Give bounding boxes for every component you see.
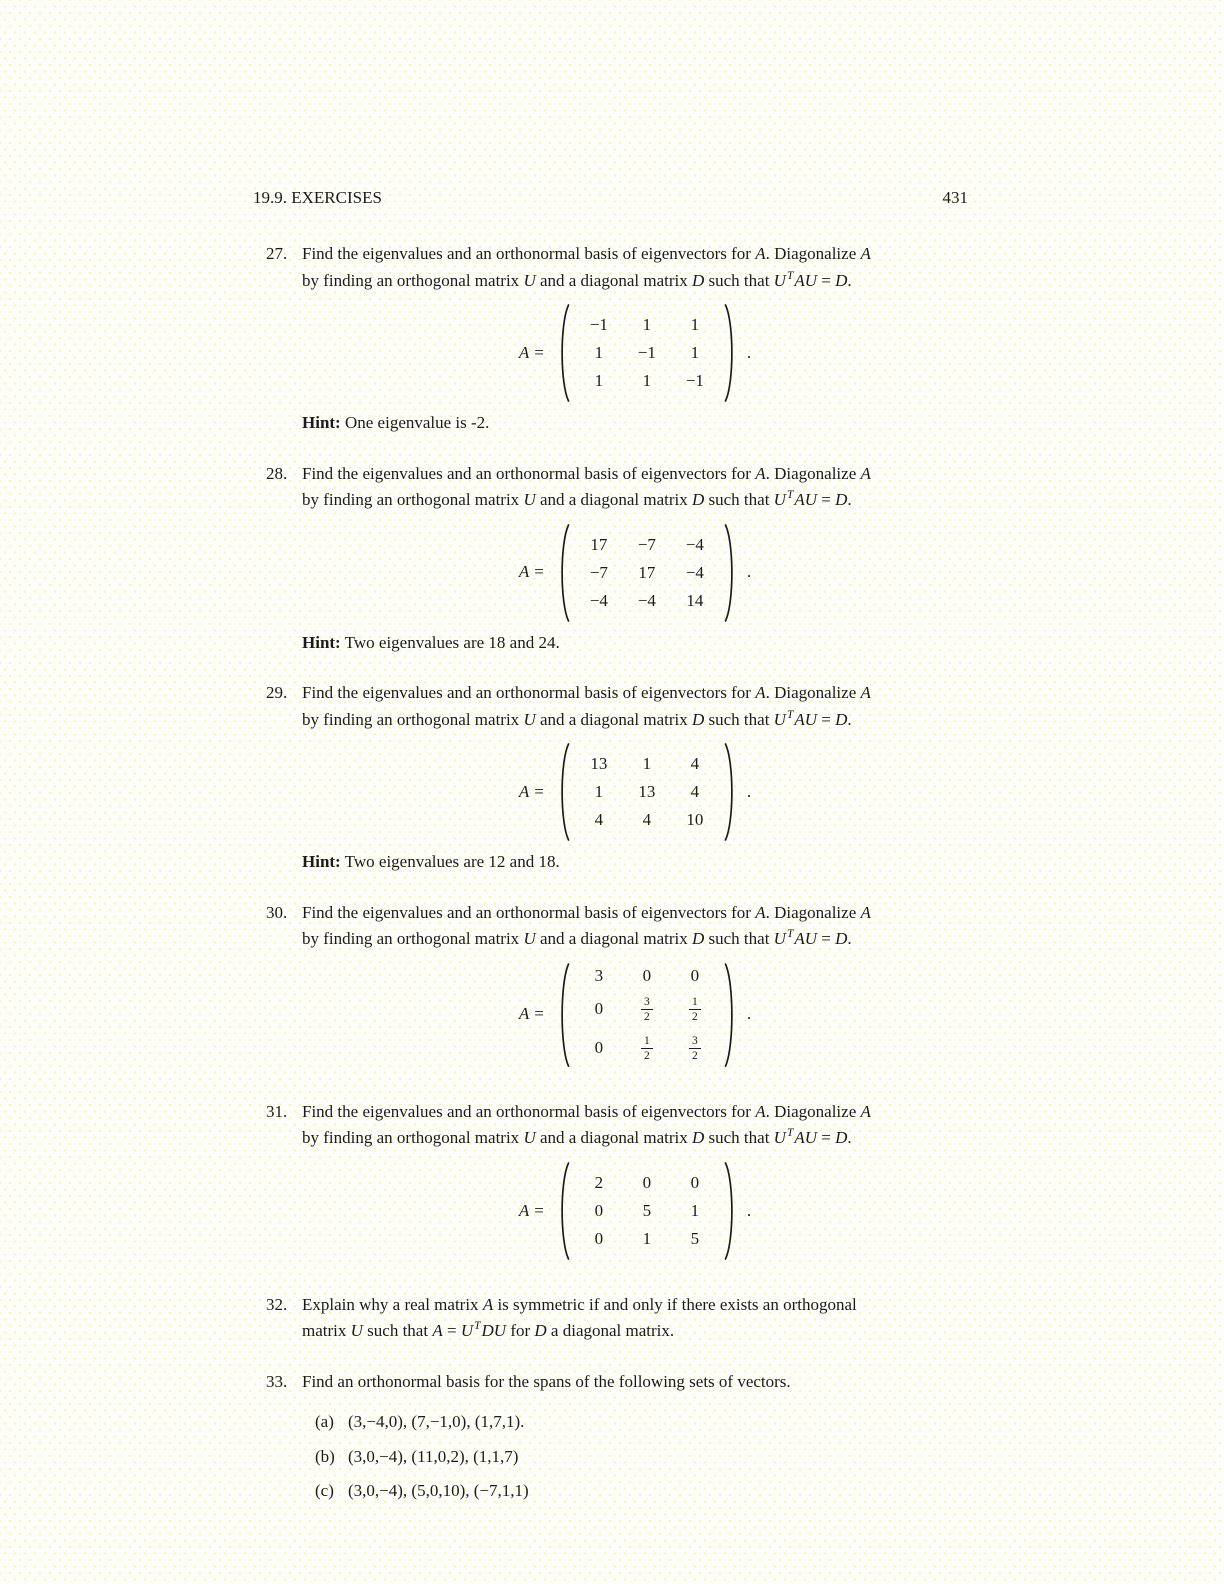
matrix-cell: −7 [637, 534, 656, 554]
prompt-line-2 [302, 926, 968, 953]
math-var-AU: AU [794, 929, 818, 948]
matrix-cell: 4 [690, 754, 700, 773]
text-run: and a diagonal matrix [535, 270, 692, 290]
text-run: . [847, 929, 852, 948]
hint [302, 849, 968, 876]
right-paren [723, 742, 738, 842]
math-var-D: D [835, 929, 848, 948]
right-paren [723, 1161, 738, 1261]
matrix-cell: 10 [686, 810, 704, 829]
math-var-U: U [523, 709, 536, 729]
text-run: . Diagonalize [765, 463, 861, 483]
page-header [253, 185, 968, 211]
subitem-label: (b) [315, 1446, 335, 1466]
exercise-27 [253, 241, 968, 437]
matrix-30 [302, 962, 968, 1068]
math-sup-T: T [474, 1320, 481, 1333]
text-run: Find the eigenvalues and an orthonormal basis of eigenvectors for [302, 683, 756, 702]
matrix-cell: −7 [589, 562, 608, 582]
text-run: such that [704, 929, 774, 948]
subitem-text: (3,−4,0), (7,−1,0), (1,7,1). [348, 1412, 525, 1432]
matrix-cell: 1 [690, 1200, 700, 1220]
math-var-D: D [691, 270, 705, 290]
math-var-A: A [755, 1101, 766, 1121]
math-var-A: A [518, 781, 530, 801]
exercise-30 [253, 900, 968, 1075]
math-var-U: U [773, 270, 786, 290]
exercise-33 [253, 1369, 968, 1505]
text-run: . Diagonalize [765, 902, 861, 922]
period: . [746, 562, 752, 582]
matrix-cell: −4 [637, 590, 656, 610]
text-run: Find an orthonormal basis for the spans of the following sets of vectors. [302, 1371, 791, 1391]
matrix-grid [575, 1169, 719, 1253]
matrix-grid [575, 311, 719, 395]
matrix-cell: 1 [642, 1228, 652, 1248]
math-var-A: A [518, 1200, 530, 1220]
equals-sign: = [534, 1200, 544, 1220]
matrix-cell: −4 [685, 562, 704, 582]
matrix-cell: 0 [642, 1172, 652, 1192]
text-run: = [817, 1128, 836, 1148]
subitem-text: (3,0,−4), (5,0,10), (−7,1,1) [348, 1481, 529, 1501]
hint-text: Two eigenvalues are 12 and 18. [340, 852, 560, 871]
fraction-numerator: 3 [689, 1035, 701, 1049]
exercise-29 [253, 680, 968, 876]
matrix-cell: −4 [685, 534, 704, 554]
text-run: such that [362, 1321, 433, 1341]
fraction [689, 996, 701, 1023]
text-run: . Diagonalize [765, 683, 861, 702]
exercise-body [302, 900, 968, 1075]
math-var-U: U [773, 1128, 786, 1148]
subitem-b [302, 1444, 968, 1471]
exercise-body [302, 1369, 968, 1505]
text-run: by finding an orthogonal matrix [302, 490, 524, 509]
matrix-cell: 5 [690, 1228, 700, 1248]
left-paren [556, 1161, 571, 1261]
hint-label: Hint: [302, 852, 341, 871]
math-var-A: A [432, 1321, 443, 1341]
text-run: Find the eigenvalues and an orthonormal basis of eigenvectors for [302, 244, 756, 263]
exercise-body [302, 1292, 968, 1345]
math-sup-T: T [786, 928, 794, 940]
exercise-body [302, 461, 968, 657]
left-paren [556, 523, 571, 623]
math-var-A: A [860, 1101, 871, 1121]
math-var-A: A [860, 902, 871, 922]
matrix-cell: 1 [594, 371, 604, 390]
equals-sign: = [534, 342, 544, 362]
math-var-A: A [518, 562, 530, 582]
math-var-A: A [755, 463, 766, 483]
left-paren [556, 962, 571, 1068]
matrix-cell: 0 [642, 965, 652, 985]
right-paren [723, 962, 738, 1068]
matrix-cell [671, 990, 719, 1029]
math-var-A: A [518, 1004, 530, 1024]
math-var-D: D [691, 929, 705, 948]
prompt-line-1 [302, 1369, 968, 1396]
math-sup-T: T [786, 489, 794, 501]
matrix-cell: 17 [638, 562, 656, 582]
exercise-number: 31. [266, 1101, 288, 1121]
text-run: by finding an orthogonal matrix [302, 270, 524, 290]
fraction-numerator: 1 [689, 996, 701, 1010]
matrix-cell: 1 [642, 315, 652, 334]
math-var-D: D [835, 490, 848, 509]
prompt-line-1 [302, 1292, 968, 1319]
text-run: and a diagonal matrix [535, 709, 692, 729]
text-run: is symmetric if and only if there exists an orthogonal [493, 1294, 857, 1314]
math-var-A: A [860, 244, 871, 263]
matrix-cell: 5 [642, 1200, 652, 1220]
period: . [746, 1200, 752, 1220]
math-var-A: A [482, 1294, 494, 1314]
subitem-c [302, 1478, 968, 1505]
math-sup-T: T [786, 1127, 794, 1140]
text-run: such that [704, 270, 774, 290]
matrix-cell: 1 [690, 315, 700, 334]
text-run: Find the eigenvalues and an orthonormal basis of eigenvectors for [302, 463, 756, 483]
matrix-cell: 1 [642, 754, 652, 773]
period: . [746, 1004, 752, 1024]
matrix-29 [302, 742, 968, 842]
period: . [746, 781, 752, 801]
math-var-A: A [860, 463, 871, 483]
matrix-cell: 13 [638, 782, 656, 801]
matrix-grid [575, 962, 719, 1068]
exercise-number: 29. [266, 683, 288, 702]
math-var-A: A [755, 244, 766, 263]
matrix-grid [575, 750, 719, 834]
exercise-number: 27. [266, 244, 288, 263]
exercise-number: 28. [266, 463, 288, 483]
fraction-denominator: 2 [643, 1010, 650, 1023]
matrix-cell: 1 [642, 371, 652, 390]
text-run: = [817, 490, 836, 509]
matrix-cell: 17 [590, 534, 608, 554]
text-run: for [506, 1321, 535, 1341]
exercise-body [302, 680, 968, 876]
text-run: such that [704, 490, 774, 509]
matrix-27 [302, 303, 968, 403]
matrix-cell: 4 [594, 810, 604, 829]
prompt-line-2 [302, 1125, 968, 1152]
math-var-U: U [773, 709, 786, 729]
exercise-body [302, 241, 968, 437]
math-var-A: A [755, 683, 766, 702]
subitem-a [302, 1409, 968, 1436]
hint-text: Two eigenvalues are 18 and 24. [340, 632, 560, 652]
subitem-list [302, 1409, 968, 1505]
text-run: = [817, 270, 836, 290]
text-run: . [847, 1128, 852, 1148]
math-var-U: U [350, 1321, 363, 1341]
matrix-label [519, 779, 544, 806]
subitem-label: (a) [315, 1412, 334, 1432]
exercise-body [302, 1099, 968, 1268]
math-var-U: U [460, 1321, 474, 1341]
math-var-A: A [860, 683, 871, 702]
matrix-grid [575, 531, 719, 615]
hint [302, 410, 968, 437]
exercise-28 [253, 461, 968, 657]
matrix-cell [671, 1029, 719, 1068]
matrix-cell: 0 [594, 1038, 604, 1058]
prompt-line-2 [302, 707, 968, 734]
exercise-31 [253, 1099, 968, 1268]
matrix-cell: 0 [690, 1172, 700, 1192]
text-run: such that [704, 709, 774, 729]
math-var-U: U [523, 270, 536, 290]
hint-label: Hint: [302, 413, 341, 432]
matrix-cell: −4 [589, 590, 608, 610]
math-var-D: D [691, 490, 705, 509]
prompt-line-1 [302, 1099, 968, 1126]
math-var-AU: AU [794, 709, 818, 729]
fraction [641, 1035, 653, 1062]
prompt-line-1 [302, 461, 968, 488]
text-run: . Diagonalize [765, 1101, 861, 1121]
equals-sign: = [534, 781, 544, 801]
period: . [746, 342, 752, 362]
text-run: a diagonal matrix. [546, 1321, 675, 1341]
matrix-cell: 14 [686, 590, 704, 610]
text-run: such that [704, 1128, 774, 1148]
fraction-denominator: 2 [691, 1010, 698, 1023]
matrix-cell: 0 [594, 999, 604, 1019]
text-run: by finding an orthogonal matrix [302, 1128, 524, 1148]
matrix-cell [623, 990, 671, 1029]
fraction [689, 1035, 701, 1062]
text-run: by finding an orthogonal matrix [302, 709, 524, 729]
math-var-AU: AU [794, 490, 818, 509]
text-run: . [847, 270, 852, 290]
subitem-label: (c) [315, 1481, 334, 1501]
equals-sign: = [534, 1004, 544, 1024]
matrix-cell: 4 [690, 782, 700, 801]
text-run: = [817, 709, 836, 729]
matrix-cell: −1 [589, 315, 608, 334]
matrix-cell [623, 1029, 671, 1068]
prompt-line-1 [302, 241, 968, 268]
left-paren [556, 742, 571, 842]
matrix-cell: −1 [685, 371, 704, 390]
text-run: . Diagonalize [765, 244, 861, 263]
prompt-line-2 [302, 268, 968, 295]
text-run: = [817, 929, 836, 948]
fraction-numerator: 1 [641, 1035, 653, 1049]
matrix-cell: 1 [594, 782, 604, 801]
page-number: 431 [942, 188, 968, 207]
matrix-cell: 4 [642, 810, 652, 829]
matrix-cell: −1 [637, 343, 656, 362]
matrix-label [519, 1198, 544, 1225]
math-var-D: D [835, 270, 848, 290]
text-run: Explain why a real matrix [302, 1294, 483, 1314]
matrix-31 [302, 1161, 968, 1261]
math-var-D: D [835, 709, 848, 729]
fraction-denominator: 2 [643, 1049, 650, 1062]
matrix-label [519, 1001, 544, 1028]
math-sup-T: T [786, 269, 794, 282]
math-var-U: U [773, 929, 786, 948]
math-var-DU: DU [481, 1321, 507, 1341]
left-paren [556, 303, 571, 403]
matrix-cell: 0 [594, 1200, 604, 1220]
text-run: and a diagonal matrix [535, 929, 692, 948]
equals-sign: = [534, 562, 544, 582]
matrix-cell: 13 [590, 754, 608, 773]
math-var-D: D [835, 1128, 848, 1148]
math-var-U: U [523, 1128, 536, 1148]
text-run: and a diagonal matrix [535, 1128, 692, 1148]
math-var-A: A [518, 342, 530, 362]
text-run: Find the eigenvalues and an orthonormal basis of eigenvectors for [302, 902, 756, 922]
fraction [641, 996, 653, 1023]
prompt-line-2 [302, 487, 968, 514]
right-paren [723, 523, 738, 623]
text-run: and a diagonal matrix [535, 490, 692, 509]
text-run: . [847, 490, 852, 509]
matrix-cell: 0 [690, 965, 700, 985]
prompt-line-2 [302, 1318, 968, 1345]
right-paren [723, 303, 738, 403]
math-var-U: U [523, 490, 536, 509]
math-var-D: D [534, 1321, 547, 1341]
matrix-cell: 0 [594, 1228, 604, 1248]
exercise-number: 32. [266, 1294, 288, 1314]
fraction-numerator: 3 [641, 996, 653, 1010]
hint [302, 630, 968, 657]
matrix-cell: 1 [594, 343, 604, 362]
subitem-text: (3,0,−4), (11,0,2), (1,1,7) [348, 1446, 519, 1466]
math-var-AU: AU [794, 1128, 818, 1148]
fraction-denominator: 2 [691, 1049, 698, 1062]
math-var-D: D [691, 709, 705, 729]
text-run: = [442, 1321, 461, 1341]
math-var-A: A [755, 902, 766, 922]
math-var-U: U [773, 490, 786, 509]
text-run: by finding an orthogonal matrix [302, 929, 524, 948]
exercise-number: 30. [266, 902, 288, 922]
math-var-D: D [691, 1128, 705, 1148]
exercise-32 [253, 1292, 968, 1345]
matrix-label [519, 559, 544, 586]
matrix-cell: 2 [594, 1172, 604, 1192]
text-run: matrix [302, 1321, 351, 1341]
prompt-line-1 [302, 900, 968, 927]
math-var-AU: AU [794, 270, 818, 290]
hint-text: One eigenvalue is -2. [340, 413, 490, 432]
matrix-label [519, 340, 544, 367]
matrix-28 [302, 523, 968, 623]
section-heading: 19.9. EXERCISES [253, 188, 382, 207]
text-run: . [847, 709, 852, 729]
math-var-U: U [523, 929, 536, 948]
matrix-cell: 3 [594, 965, 604, 985]
text-run: Find the eigenvalues and an orthonormal basis of eigenvectors for [302, 1101, 756, 1121]
exercise-number: 33. [266, 1371, 288, 1391]
prompt-line-1 [302, 680, 968, 707]
math-sup-T: T [786, 708, 794, 721]
hint-label: Hint: [302, 632, 341, 652]
matrix-cell: 1 [690, 343, 700, 362]
